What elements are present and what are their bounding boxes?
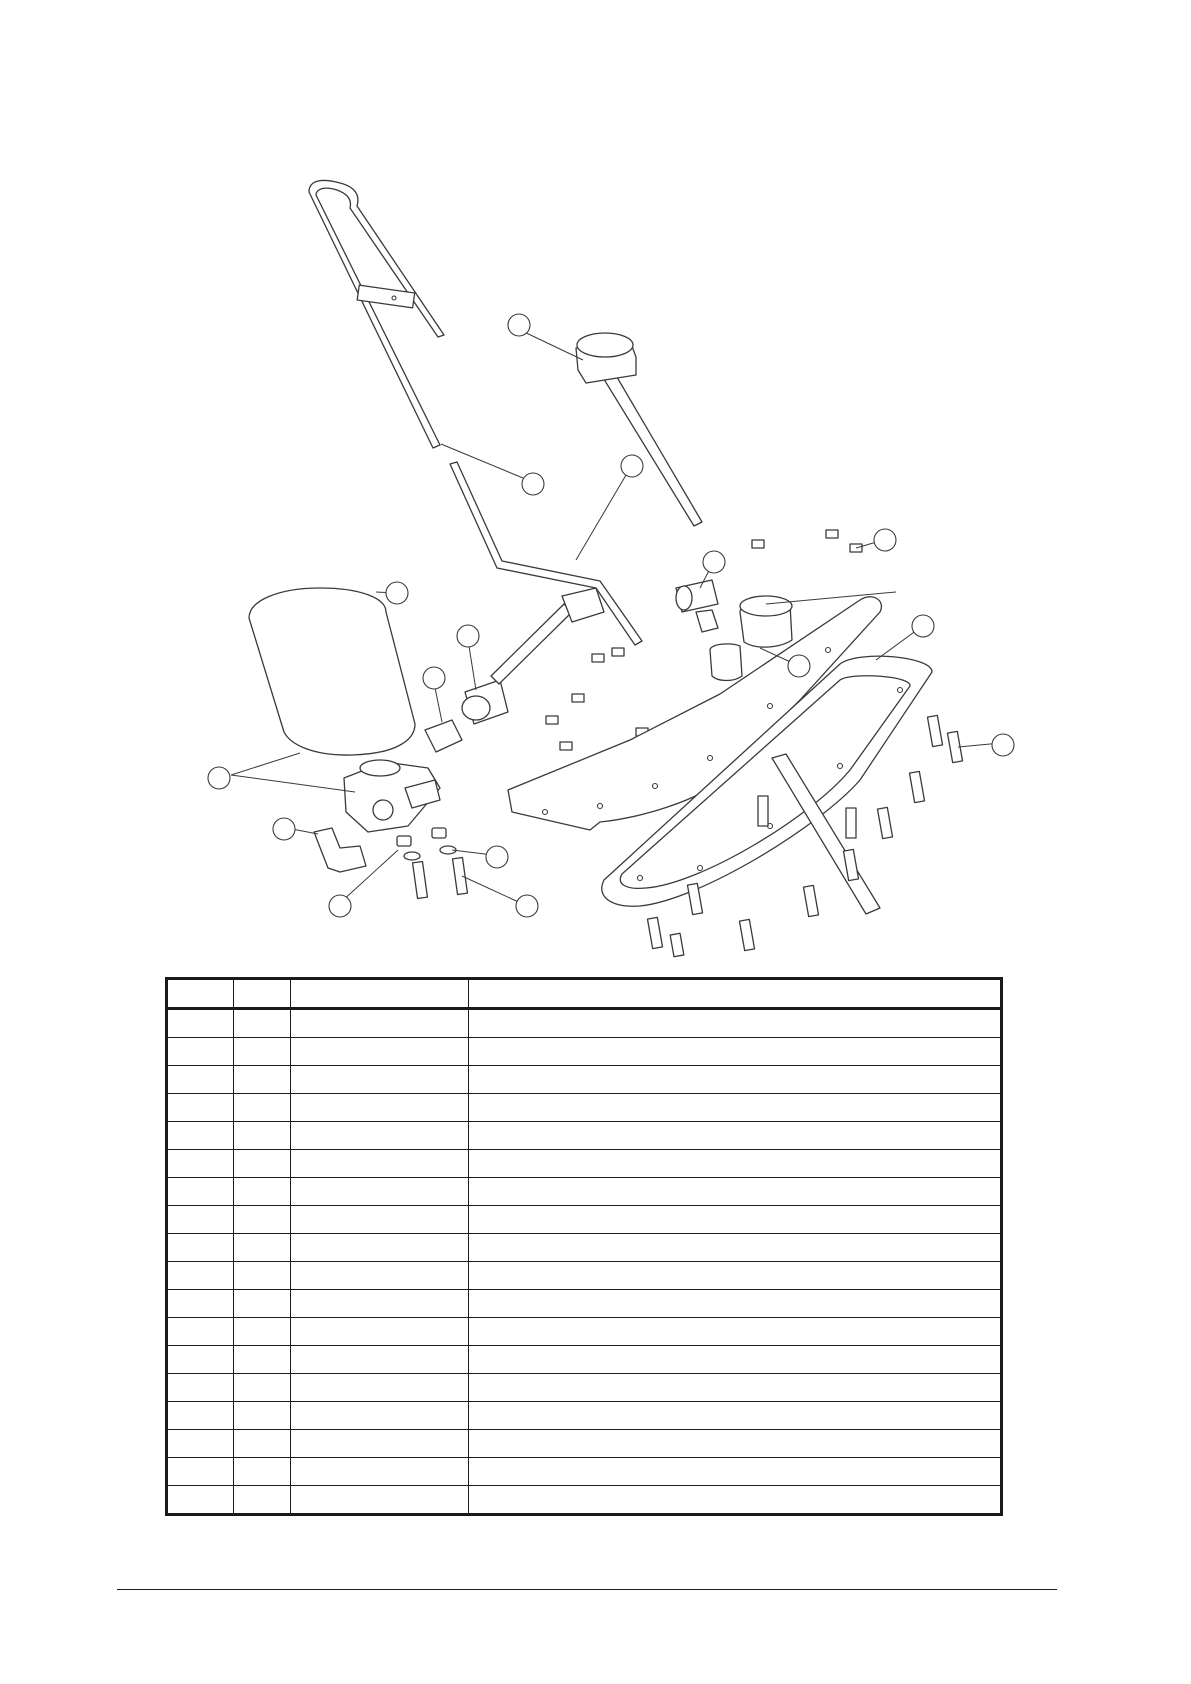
balloon-1 [508, 314, 530, 336]
table-cell [167, 1374, 234, 1402]
table-cell [291, 1234, 469, 1262]
table-row [167, 1122, 1002, 1150]
table-cell [234, 1318, 291, 1346]
table-row [167, 1206, 1002, 1234]
table-cell [234, 1430, 291, 1458]
table-cell [167, 1150, 234, 1178]
table-cell [167, 1122, 234, 1150]
table-cell [234, 1346, 291, 1374]
table-cell [291, 1430, 469, 1458]
table-cell [469, 1290, 1002, 1318]
header-col-1 [167, 979, 234, 1009]
table-row [167, 1234, 1002, 1262]
elbow-fitting [314, 828, 366, 872]
table-header-row [167, 979, 1002, 1009]
table-cell [469, 1346, 1002, 1374]
balloon-14 [874, 529, 896, 551]
balloon-8 [273, 818, 295, 840]
table-cell [167, 1262, 234, 1290]
table-cell [234, 1066, 291, 1094]
table-cell [291, 1150, 469, 1178]
table-cell [291, 1346, 469, 1374]
table-cell [291, 1458, 469, 1486]
table-cell [291, 1009, 469, 1038]
table-cell [469, 1122, 1002, 1150]
table-cell [291, 1318, 469, 1346]
table-cell [167, 1009, 234, 1038]
table-cell [291, 1374, 469, 1402]
table-cell [291, 1486, 469, 1515]
table-cell [167, 1038, 234, 1066]
table-row [167, 1486, 1002, 1515]
table-cell [469, 1318, 1002, 1346]
table-cell [234, 1206, 291, 1234]
table-row [167, 1038, 1002, 1066]
table-cell [291, 1262, 469, 1290]
table-cell [167, 1094, 234, 1122]
table-cell [469, 1178, 1002, 1206]
balloon-10 [486, 846, 508, 868]
table-cell [234, 1458, 291, 1486]
table-row [167, 1430, 1002, 1458]
dipstick [576, 333, 702, 526]
table-cell [234, 1038, 291, 1066]
table-cell [167, 1178, 234, 1206]
table-row [167, 1346, 1002, 1374]
table-cell [469, 1150, 1002, 1178]
table-row [167, 1290, 1002, 1318]
table-cell [167, 1486, 234, 1515]
header-col-3 [291, 979, 469, 1009]
header-col-2 [234, 979, 291, 1009]
table-cell [167, 1402, 234, 1430]
table-row [167, 1009, 1002, 1038]
hose-fittings [425, 588, 604, 752]
table-cell [167, 1290, 234, 1318]
balloon-6 [423, 667, 445, 689]
table-cell [234, 1374, 291, 1402]
table-cell [469, 1009, 1002, 1038]
table-cell [469, 1066, 1002, 1094]
balloon-13 [788, 655, 810, 677]
table-cell [469, 1234, 1002, 1262]
table-row [167, 1262, 1002, 1290]
table-cell [234, 1122, 291, 1150]
table-cell [167, 1346, 234, 1374]
dipstick-tube-lower [450, 462, 642, 645]
table-cell [469, 1094, 1002, 1122]
footer-rule [117, 1589, 1057, 1590]
table-cell [469, 1430, 1002, 1458]
table-cell [291, 1206, 469, 1234]
table-cell [234, 1290, 291, 1318]
table-cell [469, 1486, 1002, 1515]
table-cell [291, 1094, 469, 1122]
balloon-4 [386, 582, 408, 604]
table-cell [291, 1122, 469, 1150]
balloon-16 [992, 734, 1014, 756]
table-row [167, 1178, 1002, 1206]
table-cell [167, 1234, 234, 1262]
table-cell [469, 1038, 1002, 1066]
table-cell [291, 1402, 469, 1430]
table-cell [469, 1206, 1002, 1234]
table-cell [167, 1318, 234, 1346]
table-cell [167, 1458, 234, 1486]
table-cell [469, 1402, 1002, 1430]
table-cell [167, 1430, 234, 1458]
table-row [167, 1374, 1002, 1402]
table-cell [291, 1290, 469, 1318]
table-row [167, 1458, 1002, 1486]
table-cell [167, 1206, 234, 1234]
table-cell [469, 1374, 1002, 1402]
balloon-2 [522, 473, 544, 495]
balloon-15 [912, 615, 934, 637]
balloon-5 [457, 625, 479, 647]
balloon-11 [516, 895, 538, 917]
table-cell [234, 1262, 291, 1290]
table-cell [234, 1009, 291, 1038]
table-cell [234, 1402, 291, 1430]
table-row [167, 1402, 1002, 1430]
balloon-12 [703, 551, 725, 573]
balloon-9 [329, 895, 351, 917]
table-cell [469, 1458, 1002, 1486]
table-cell [291, 1178, 469, 1206]
oil-filter [249, 588, 415, 755]
table-cell [234, 1150, 291, 1178]
table-row [167, 1318, 1002, 1346]
balloon-3 [621, 455, 643, 477]
table-cell [234, 1178, 291, 1206]
dipstick-tube-upper [309, 180, 444, 448]
table-row [167, 1150, 1002, 1178]
parts-list-table [165, 977, 1003, 1516]
filter-head [344, 760, 440, 832]
table-row [167, 1094, 1002, 1122]
tee-fitting [676, 580, 718, 632]
table-cell [291, 1066, 469, 1094]
table-cell [469, 1262, 1002, 1290]
table-cell [291, 1038, 469, 1066]
balloon-7 [208, 767, 230, 789]
header-col-4 [469, 979, 1002, 1009]
table-cell [234, 1234, 291, 1262]
table-cell [234, 1094, 291, 1122]
table-cell [234, 1486, 291, 1515]
table-cell [167, 1066, 234, 1094]
table-row [167, 1066, 1002, 1094]
